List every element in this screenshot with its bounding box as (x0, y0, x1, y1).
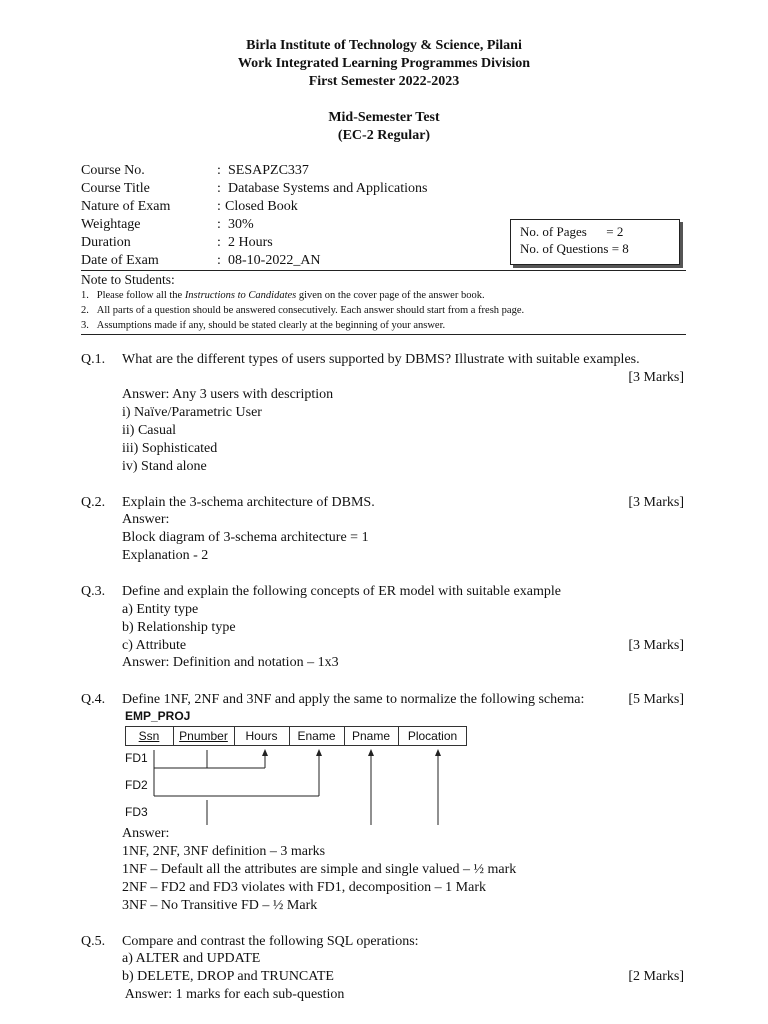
date-value: 08-10-2022_AN (228, 253, 321, 268)
q2-answer-line: Block diagram of 3-schema architecture = 1 (122, 530, 369, 545)
no-of-questions: No. of Questions = 8 (520, 241, 629, 256)
q2-text: Explain the 3-schema architecture of DBMS. (122, 495, 375, 510)
note-text: given on the cover page of the answer book. (296, 290, 485, 301)
arrowhead (435, 749, 441, 756)
q1-answer-line: Answer: Any 3 users with description (122, 387, 334, 402)
duration-value: 2 Hours (228, 235, 273, 250)
q5-marks: [2 Marks] (628, 969, 684, 984)
arrowhead (368, 749, 374, 756)
note-num: 2. (81, 305, 89, 316)
weightage-label: Weightage (81, 217, 141, 232)
colon: : (217, 181, 221, 196)
column-ssn: Ssn (125, 727, 174, 746)
weightage-value: 30% (228, 217, 254, 232)
q3-marks: [3 Marks] (628, 638, 684, 653)
q5-text: Compare and contrast the following SQL operations: (122, 934, 419, 949)
q2-number: Q.2. (81, 495, 106, 510)
colon: : (217, 217, 221, 232)
semester: First Semester 2022-2023 (308, 74, 460, 89)
nature-value: Closed Book (225, 199, 298, 214)
q4-answer-line: Answer: (122, 826, 170, 841)
q4-number: Q.4. (81, 692, 106, 707)
q4-answer-line: 3NF – No Transitive FD – ½ Mark (122, 898, 318, 913)
q1-marks: [3 Marks] (628, 370, 684, 385)
q3-text: Define and explain the following concepts of ER model with suitable example (122, 584, 561, 599)
q4-answer-line: 2NF – FD2 and FD3 violates with FD1, decomposition – 1 Mark (122, 880, 486, 895)
colon: : (217, 253, 221, 268)
q5-line: a) ALTER and UPDATE (122, 951, 261, 966)
q4-text: Define 1NF, 2NF and 3NF and apply the same to normalize the following schema: (122, 692, 585, 707)
colon: : (217, 235, 221, 250)
q3-line: a) Entity type (122, 602, 199, 617)
fd3-label: FD3 (125, 805, 148, 819)
schema-name: EMP_PROJ (125, 709, 191, 723)
q3-line: c) Attribute (122, 638, 187, 653)
course-title-label: Course Title (81, 181, 150, 196)
q5-number: Q.5. (81, 934, 106, 949)
date-label: Date of Exam (81, 253, 159, 268)
note-num: 1. (81, 290, 89, 301)
no-of-pages: No. of Pages = 2 (520, 224, 624, 239)
q3-number: Q.3. (81, 584, 106, 599)
fd1-label: FD1 (125, 751, 148, 765)
fd2-label: FD2 (125, 778, 148, 792)
column-pnumber: Pnumber (173, 727, 235, 746)
q4-answer-line: 1NF – Default all the attributes are simple and single valued – ½ mark (122, 862, 517, 877)
q1-answer-line: iv) Stand alone (122, 459, 207, 474)
q2-answer-line: Answer: (122, 512, 170, 527)
q1-answer-line: i) Naïve/Parametric User (122, 405, 262, 420)
q5-answer: Answer: 1 marks for each sub-question (122, 987, 345, 1002)
arrowhead (262, 749, 268, 756)
note-emphasis: Instructions to Candidates (184, 290, 297, 301)
note-text: Please follow all the (96, 290, 185, 301)
q1-text: What are the different types of users supported by DBMS? Illustrate with suitable examples. (122, 352, 640, 367)
column-ename: Ename (289, 727, 345, 746)
note-num: 3. (81, 320, 89, 331)
institute-name: Birla Institute of Technology & Science, Pilani (246, 38, 522, 53)
note-text: Assumptions made if any, should be stated clearly at the beginning of your answer. (96, 320, 446, 331)
course-no-label: Course No. (81, 163, 145, 178)
q2-answer-line: Explanation - 2 (122, 548, 209, 563)
q1-number: Q.1. (81, 352, 106, 367)
colon: : (217, 163, 221, 178)
note-title: Note to Students: (81, 272, 175, 287)
q2-marks: [3 Marks] (628, 495, 684, 510)
nature-label: Nature of Exam (81, 199, 171, 214)
test-title: Mid-Semester Test (328, 110, 440, 125)
q4-marks: [5 Marks] (628, 692, 684, 707)
course-no-value: SESAPZC337 (228, 163, 309, 178)
q4-answer-line: 1NF, 2NF, 3NF definition – 3 marks (122, 844, 326, 859)
q1-answer-line: iii) Sophisticated (122, 441, 218, 456)
column-hours: Hours (234, 727, 290, 746)
q3-answer: Answer: Definition and notation – 1x3 (122, 655, 339, 670)
division-name: Work Integrated Learning Programmes Division (237, 56, 531, 71)
course-title-value: Database Systems and Applications (228, 181, 428, 196)
column-plocation: Plocation (407, 729, 458, 743)
q5-line: b) DELETE, DROP and TRUNCATE (122, 969, 334, 984)
q1-answer-line: ii) Casual (122, 423, 177, 438)
q3-line: b) Relationship type (122, 620, 236, 635)
column-pname: Pname (344, 727, 399, 746)
arrowhead (316, 749, 322, 756)
duration-label: Duration (81, 235, 131, 250)
colon: : (217, 199, 221, 214)
note-text: All parts of a question should be answered consecutively. Each answer should start from a fresh page. (96, 305, 525, 316)
test-type: (EC-2 Regular) (337, 128, 431, 143)
